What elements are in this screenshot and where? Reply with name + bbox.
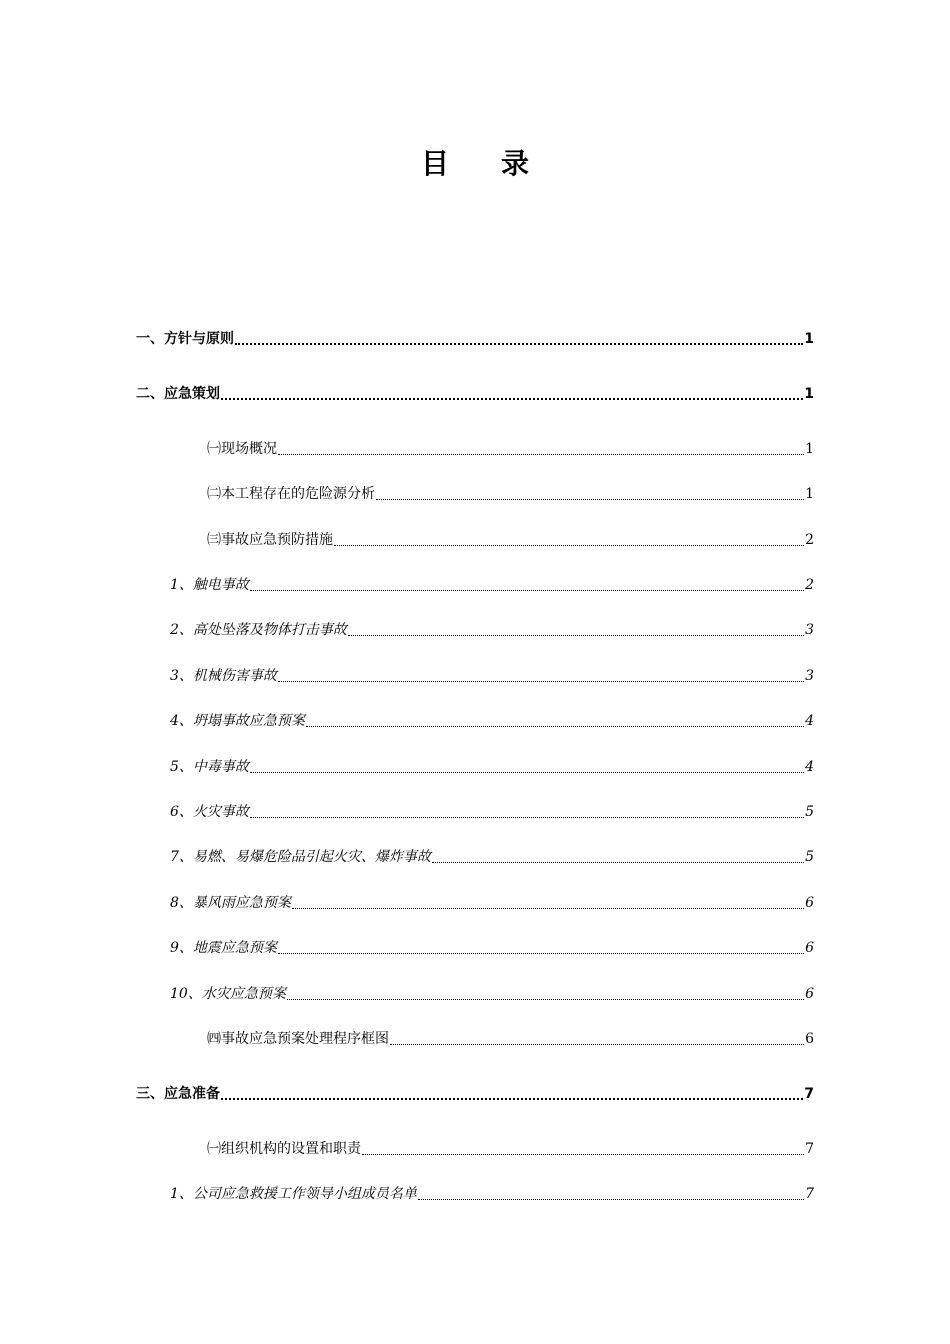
toc-entry[interactable] (136, 329, 814, 349)
toc-entry[interactable] (170, 847, 814, 867)
toc-entry[interactable] (170, 711, 814, 731)
toc-page-number: 7 (805, 1141, 814, 1157)
toc-entry[interactable] (170, 893, 814, 913)
toc-page-number: 6 (805, 895, 814, 911)
toc-entry[interactable] (207, 1139, 814, 1159)
toc-entry[interactable] (170, 984, 814, 1004)
toc-dot-leader (306, 726, 804, 727)
toc-entry-label: 4、坍塌事故应急预案 (170, 713, 305, 729)
toc-page-number: 6 (805, 986, 814, 1002)
toc-page-number: 4 (805, 713, 814, 729)
toc-entry-label: 9、地震应急预案 (170, 940, 277, 956)
toc-entry-label: 6、火灾事故 (170, 804, 249, 820)
toc-entry-label: 1、公司应急救援工作领导小组成员名单 (170, 1186, 417, 1202)
toc-page-number: 6 (805, 940, 814, 956)
toc-entry-label: ㈡本工程存在的危险源分析 (207, 486, 375, 502)
toc-entry-label: ㈠组织机构的设置和职责 (207, 1141, 361, 1157)
toc-entry[interactable] (207, 1029, 814, 1049)
toc-entry[interactable] (170, 1184, 814, 1204)
toc-page-number: 2 (805, 577, 814, 593)
toc-entry-label: 8、暴风雨应急预案 (170, 895, 291, 911)
toc-page-number: 1 (804, 386, 814, 402)
toc-page-number: 1 (805, 486, 814, 502)
toc-dot-leader (278, 454, 804, 455)
toc-page-number: 3 (805, 622, 814, 638)
toc-dot-leader (334, 545, 804, 546)
toc-dot-leader (348, 635, 804, 636)
toc-entry[interactable] (170, 757, 814, 777)
toc-entry-label: 三、应急准备 (136, 1086, 220, 1102)
toc-dot-leader (278, 953, 804, 954)
toc-dot-leader (362, 1154, 804, 1155)
toc-entry-label: 7、易燃、易爆危险品引起火灾、爆炸事故 (170, 849, 431, 865)
toc-entry-label: ㈢事故应急预防措施 (207, 532, 333, 548)
toc-page-number: 4 (805, 759, 814, 775)
toc-page-number: 5 (805, 804, 814, 820)
toc-dot-leader (418, 1199, 804, 1200)
toc-dot-leader (221, 398, 803, 400)
toc-entry-label: 10、水灾应急预案 (170, 986, 286, 1002)
toc-entry[interactable] (207, 439, 814, 459)
toc-page-number: 7 (804, 1086, 814, 1102)
toc-entry[interactable] (207, 484, 814, 504)
toc-entry[interactable] (170, 666, 814, 686)
toc-entry[interactable] (207, 530, 814, 550)
toc-dot-leader (278, 681, 804, 682)
toc-page-number: 1 (805, 441, 814, 457)
toc-page-number: 7 (805, 1186, 814, 1202)
toc-dot-leader (287, 999, 804, 1000)
toc-dot-leader (376, 499, 804, 500)
toc-entry-label: 1、触电事故 (170, 577, 249, 593)
toc-dot-leader (221, 1098, 803, 1100)
toc-entry-label: 5、中毒事故 (170, 759, 249, 775)
toc-entry[interactable] (170, 620, 814, 640)
toc-entry-label: 2、高处坠落及物体打击事故 (170, 622, 347, 638)
toc-entry[interactable] (170, 575, 814, 595)
toc-entry-label: ㈣事故应急预案处理程序框图 (207, 1031, 389, 1047)
page-title: 目录 (420, 147, 581, 180)
toc-entry[interactable] (136, 384, 814, 404)
toc-entry-label: 一、方针与原则 (136, 331, 234, 347)
toc-entry[interactable] (170, 802, 814, 822)
toc-entry-label: 二、应急策划 (136, 386, 220, 402)
toc-entry-label: 3、机械伤害事故 (170, 668, 277, 684)
toc-entry-label: ㈠现场概况 (207, 441, 277, 457)
toc-entry[interactable] (136, 1084, 814, 1104)
toc-page-number: 1 (804, 331, 814, 347)
toc-dot-leader (250, 772, 804, 773)
toc-dot-leader (235, 343, 803, 345)
toc-entry[interactable] (170, 938, 814, 958)
toc-dot-leader (250, 590, 804, 591)
toc-page-number: 2 (805, 532, 814, 548)
toc-dot-leader (432, 862, 804, 863)
toc-page-number: 5 (805, 849, 814, 865)
toc-page-number: 6 (805, 1031, 814, 1047)
toc-dot-leader (250, 817, 804, 818)
toc-dot-leader (292, 908, 804, 909)
toc-page-number: 3 (805, 668, 814, 684)
toc-dot-leader (390, 1044, 804, 1045)
